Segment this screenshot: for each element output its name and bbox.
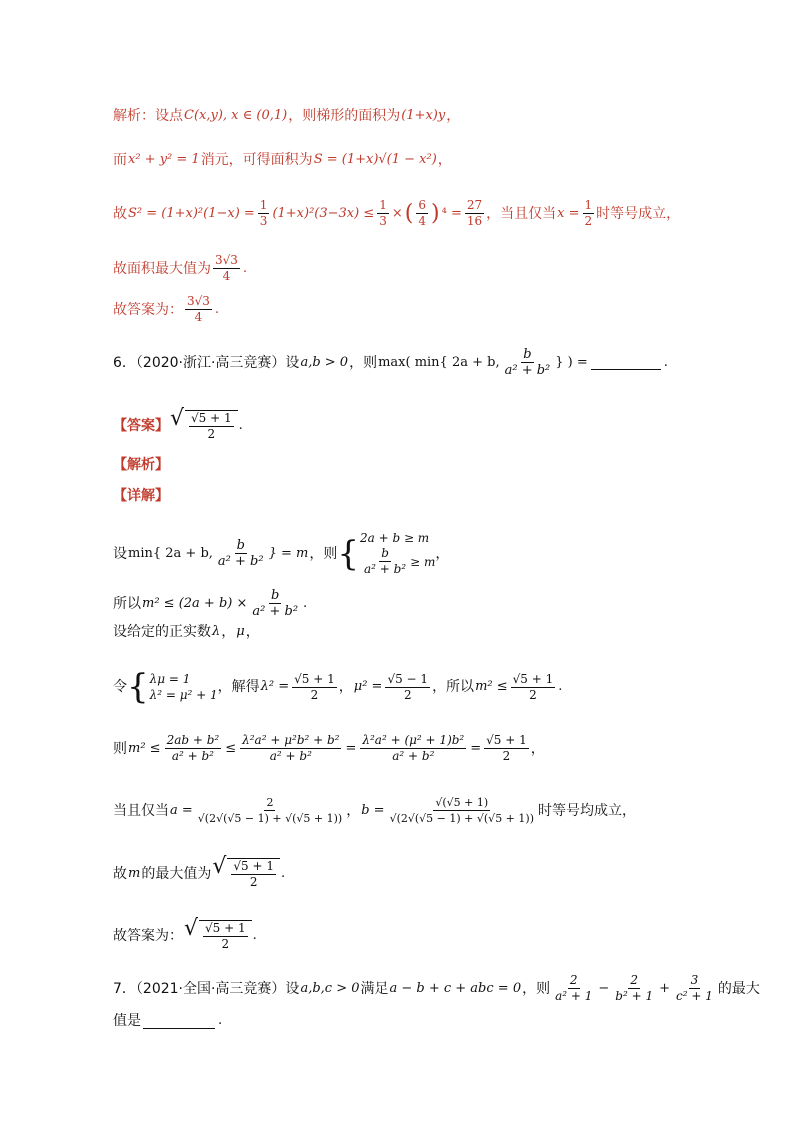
answer-label: 故答案为： (113, 928, 183, 944)
text: 故面积最大值为 (113, 260, 211, 277)
answer-blank[interactable] (143, 1014, 215, 1029)
denominator: a² + b² (504, 363, 551, 378)
operator: = (470, 740, 482, 756)
numerator: 6 (418, 198, 427, 212)
numerator: √(√5 + 1) (435, 796, 489, 809)
numerator: b (381, 546, 389, 560)
mu-symbol: μ (236, 624, 245, 639)
fraction (416, 198, 428, 229)
fraction (231, 859, 276, 890)
radical-sign: √ (212, 854, 227, 879)
radical-sign: √ (170, 406, 185, 431)
punct: ， (245, 624, 260, 640)
max-area-fraction (213, 253, 240, 284)
brace: { (337, 533, 359, 574)
text: ，则 (522, 980, 551, 997)
punct: . (558, 679, 563, 694)
denominator: c² + 1 (676, 989, 713, 1003)
fraction (362, 546, 408, 577)
fraction (377, 198, 389, 229)
numerator: 3 (690, 973, 699, 987)
text: ，所以 (432, 679, 475, 695)
analysis-heading: 【解析】 (113, 457, 169, 473)
denominator: 2 (502, 749, 511, 763)
fraction (503, 347, 553, 378)
fraction (583, 198, 595, 229)
punct: ， (221, 624, 236, 640)
right-paren: ) (431, 200, 440, 226)
fraction (385, 672, 430, 703)
fraction (484, 733, 529, 764)
radical-sign: √ (184, 916, 199, 941)
detail-line1 (113, 530, 449, 577)
denominator: 4 (222, 269, 231, 283)
denominator: 16 (466, 214, 483, 228)
constraint-equation: a − b + c + abc = 0 (389, 980, 522, 996)
detail-line8 (113, 916, 258, 952)
solution-label: 解析：设点 (113, 108, 183, 124)
numerator: b (523, 347, 532, 362)
left-paren: ( (404, 200, 414, 226)
denominator: a² + b² (217, 554, 264, 569)
detail-line4 (113, 667, 563, 707)
lambda-squared: λ² = (260, 679, 290, 694)
punct: ， (338, 679, 353, 695)
denominator: a² + b² (363, 562, 407, 576)
punct: . (242, 260, 248, 276)
denominator: √(2√(√5 − 1) + √(√5 + 1)) (389, 812, 534, 825)
text: 时等号成立， (596, 205, 681, 222)
punct: . (303, 595, 308, 611)
condition: a,b > 0 (300, 354, 349, 370)
problem7-line2 (113, 1012, 223, 1030)
text: 的最大值为 (141, 866, 212, 882)
numerator: λ²a² + μ²b² + b² (242, 733, 340, 747)
fraction (239, 733, 342, 764)
text: 满足 (360, 980, 389, 997)
operator: = (345, 740, 357, 756)
denominator: 3 (379, 214, 387, 228)
text: 值是 (113, 1013, 141, 1029)
operator: + (659, 980, 671, 996)
fraction (216, 538, 266, 569)
fraction (673, 973, 716, 1004)
punct: ， (530, 740, 545, 757)
text: 设 (113, 545, 127, 562)
punct: . (280, 866, 286, 881)
denominator: a² + b² (171, 749, 214, 763)
numerator: λ²a² + (μ² + 1)b² (362, 733, 465, 747)
numerator: √5 + 1 (205, 921, 246, 935)
expression: (1+x)²(3−3x) ≤ (272, 205, 375, 221)
denominator: a² + b² (392, 749, 435, 763)
text: 则 (113, 740, 127, 757)
denominator: 2 (529, 687, 537, 702)
fraction (465, 198, 484, 229)
numerator: √5 − 1 (387, 671, 429, 686)
solution5-line4 (113, 253, 248, 284)
denominator: √(2√(√5 − 1) + √(√5 + 1)) (197, 812, 343, 825)
punct: ， (435, 545, 450, 562)
numerator: 2 (266, 796, 274, 809)
lambda-symbol: λ (212, 624, 221, 639)
numerator: √5 + 1 (512, 671, 554, 686)
solution5-line2 (113, 151, 452, 169)
denominator: 2 (249, 875, 258, 889)
system-row: 2a + b ≥ m (359, 531, 430, 545)
area-squared: S² = (1+x)²(1−x) = (128, 205, 255, 221)
system-row: λμ = 1 (149, 672, 191, 686)
numerator: 1 (584, 198, 593, 212)
numerator: 3√3 (187, 294, 210, 308)
problem6-answer (113, 406, 244, 442)
min-expression: min{ 2a + b, (128, 545, 213, 561)
denominator: 2 (584, 214, 593, 228)
detail-label (113, 487, 169, 505)
punct: . (252, 928, 257, 943)
inequality-tail: ≥ m (410, 554, 436, 569)
numerator: 1 (379, 198, 387, 212)
analysis-label (113, 456, 169, 474)
text: 时等号均成立， (537, 802, 636, 819)
answer-label: 【答案】 (113, 418, 169, 434)
text: 消元，可得面积为 (200, 152, 313, 168)
mu-squared: μ² = (353, 679, 383, 694)
equals-m: } = m (268, 545, 309, 561)
text: 设给定的正实数 (113, 624, 211, 640)
numerator: √5 + 1 (486, 733, 527, 747)
solution5-line3 (113, 198, 680, 229)
m-symbol: m (128, 866, 141, 881)
text: ，则 (309, 545, 338, 562)
punct: . (218, 1013, 223, 1028)
a-equals: a = (170, 802, 193, 818)
detail-line7 (113, 854, 286, 890)
numerator: 27 (466, 198, 483, 212)
denominator: 4 (418, 214, 427, 228)
detail-heading: 【详解】 (113, 488, 169, 504)
fraction (552, 973, 595, 1004)
answer-blank[interactable] (591, 355, 661, 370)
text: 的最大 (717, 980, 760, 997)
denominator: 3 (259, 214, 268, 228)
fraction (359, 733, 467, 764)
detail-line3 (113, 623, 260, 641)
denominator: 4 (194, 310, 203, 324)
text: ，当且仅当 (486, 205, 557, 222)
fraction (250, 588, 300, 619)
punct: . (214, 301, 220, 317)
numerator: √5 + 1 (294, 671, 335, 686)
area-expression: (1+x)y (401, 108, 446, 123)
punct: ， (437, 152, 452, 168)
text: 当且仅当 (113, 802, 169, 819)
punct: ， (346, 802, 361, 819)
m-squared: m² ≤ (475, 679, 508, 694)
brace: { (127, 667, 149, 707)
expression: m² ≤ (2a + b) × (142, 595, 248, 611)
numerator: 1 (259, 198, 268, 212)
text: ，解得 (217, 679, 260, 695)
operator: − (598, 980, 610, 996)
numerator: b (236, 538, 245, 553)
solution5-line5 (113, 294, 220, 325)
numerator: 3√3 (215, 253, 238, 267)
fraction (189, 411, 234, 442)
denominator: a² + b² (269, 749, 312, 763)
fraction (258, 198, 270, 229)
punct: . (663, 354, 668, 370)
b-equals: b = (361, 802, 385, 818)
denominator: 2 (207, 427, 216, 441)
area-formula: S = (1+x)√(1 − x²) (313, 152, 437, 167)
solution5-line1 (113, 107, 460, 125)
fraction (196, 795, 344, 826)
problem-number: 7．（2021·全国·高三竞赛）设 (113, 980, 300, 997)
fraction (164, 733, 223, 764)
text: 令 (113, 679, 127, 695)
x-equals: x = (557, 205, 580, 221)
point-c-definition: C(x,y), x ∈ (0,1) (184, 108, 288, 123)
problem-number: 6．（2020·浙江·高三竞赛）设 (113, 354, 300, 371)
inequality-system (337, 530, 435, 577)
denominator: b² + 1 (615, 989, 654, 1003)
text: 所以 (113, 595, 141, 612)
m-squared: m² ≤ (128, 740, 161, 756)
numerator: √5 + 1 (191, 411, 232, 425)
text: ，则 (349, 354, 378, 371)
circle-equation: x² + y² = 1 (128, 152, 200, 167)
problem6-stem (113, 347, 669, 378)
detail-line6 (113, 795, 636, 826)
detail-line5 (113, 733, 545, 764)
numerator: 2 (630, 973, 639, 987)
fraction (511, 672, 556, 703)
answer-label: 故答案为： (113, 301, 183, 318)
numerator: b (271, 588, 280, 603)
answer-fraction (185, 294, 212, 325)
condition: a,b,c > 0 (300, 980, 360, 996)
system-row: λ² = μ² + 1 (149, 688, 218, 702)
times-sign: × (391, 205, 403, 221)
sqrt-expression (169, 406, 238, 442)
fraction (203, 921, 248, 952)
denominator: 2 (403, 687, 412, 702)
detail-line2 (113, 588, 308, 619)
fraction (388, 795, 536, 826)
denominator: a² + 1 (555, 989, 593, 1003)
text: 而 (113, 152, 127, 168)
exponent-equals: ⁴ = (441, 205, 462, 221)
fraction (292, 672, 337, 703)
denominator: 2 (221, 937, 230, 951)
fraction (612, 973, 656, 1004)
text: ，则梯形的面积为 (288, 108, 401, 124)
punct: ， (446, 108, 461, 124)
text: 故 (113, 866, 127, 882)
expression-close: } ) = (555, 354, 588, 370)
sqrt-expression (183, 916, 252, 952)
numerator: √5 + 1 (233, 859, 274, 873)
system-row (360, 546, 435, 577)
text: 故 (113, 205, 127, 222)
denominator: 2 (310, 687, 319, 702)
denominator: a² + b² (252, 604, 299, 619)
numerator: 2ab + b² (166, 733, 220, 747)
equation-system (127, 667, 218, 707)
operator: ≤ (225, 740, 237, 756)
numerator: 2 (569, 973, 578, 987)
sqrt-expression (211, 854, 280, 890)
max-min-expression: max( min{ 2a + b, (378, 354, 500, 370)
problem7-stem (113, 973, 760, 1004)
punct: . (238, 418, 243, 433)
